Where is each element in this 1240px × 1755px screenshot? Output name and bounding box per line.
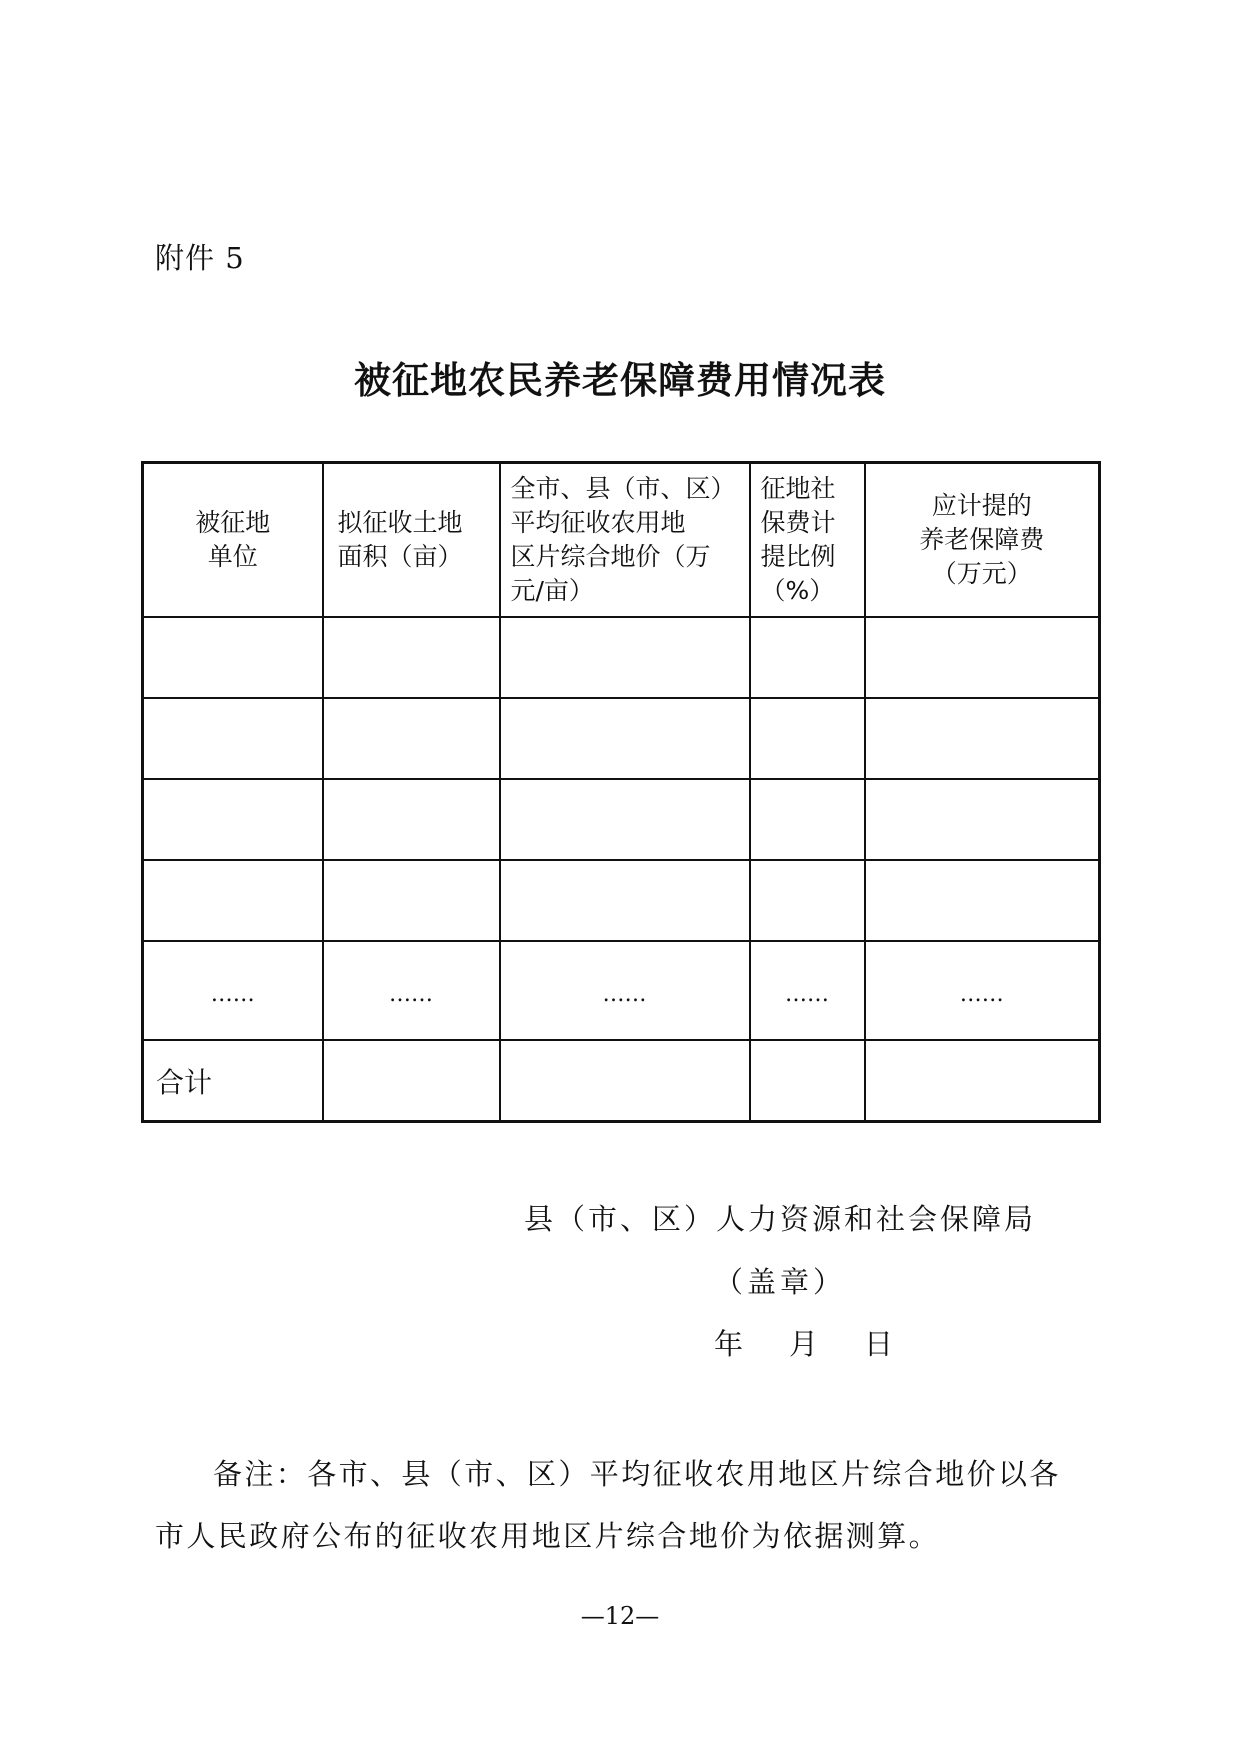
table-cell[interactable] bbox=[323, 860, 500, 941]
header-line: 拟征收土地 bbox=[337, 508, 463, 537]
table-cell[interactable] bbox=[865, 1040, 1100, 1122]
header-line: 应计提的 bbox=[931, 491, 1032, 520]
header-cell-fee bbox=[865, 463, 1100, 618]
header-line: 单位 bbox=[207, 542, 258, 571]
table-cell[interactable] bbox=[143, 698, 323, 779]
date-month: 月 bbox=[789, 1327, 821, 1361]
header-line: 区片综合地价（万 bbox=[510, 542, 711, 571]
table-cell[interactable] bbox=[500, 617, 750, 698]
signature-org: 县（市、区）人力资源和社会保障局 bbox=[524, 1202, 1037, 1236]
header-cell-ratio bbox=[750, 463, 865, 618]
table-cell[interactable] bbox=[750, 860, 865, 941]
header-line: 保费计 bbox=[760, 508, 836, 537]
table-row-total bbox=[143, 1040, 1100, 1122]
table-cell[interactable] bbox=[750, 617, 865, 698]
table-row bbox=[143, 779, 1100, 860]
table-cell[interactable] bbox=[500, 860, 750, 941]
page-title: 被征地农民养老保障费用情况表 bbox=[354, 359, 886, 402]
table-cell[interactable] bbox=[750, 779, 865, 860]
header-line: 平均征收农用地 bbox=[510, 508, 686, 537]
remark-note: 备注：各市、县（市、区）平均征收农用地区片综合地价以各市人民政府公布的征收农用地区片综合地价为依据测算。 bbox=[155, 1457, 1061, 1553]
header-cell-land-price bbox=[500, 463, 750, 618]
header-line: 元/亩） bbox=[510, 576, 594, 605]
table-cell[interactable] bbox=[323, 698, 500, 779]
table-cell[interactable] bbox=[865, 860, 1100, 941]
header-line: 征地社 bbox=[760, 474, 836, 503]
signature-date bbox=[714, 1322, 895, 1363]
date-year: 年 bbox=[714, 1327, 746, 1361]
date-day: 日 bbox=[864, 1327, 896, 1361]
expense-table bbox=[141, 461, 1101, 1123]
header-line: （%） bbox=[760, 576, 835, 605]
header-cell-area bbox=[323, 463, 500, 618]
table-cell[interactable] bbox=[143, 860, 323, 941]
signature-seal: （盖章） bbox=[714, 1265, 847, 1299]
table-cell[interactable] bbox=[750, 1040, 865, 1122]
ellipsis-cell: …… bbox=[143, 941, 323, 1040]
table-cell[interactable] bbox=[865, 617, 1100, 698]
table-cell[interactable] bbox=[323, 1040, 500, 1122]
table-cell[interactable] bbox=[500, 698, 750, 779]
table-cell[interactable] bbox=[865, 698, 1100, 779]
table-header-row bbox=[143, 463, 1100, 618]
header-line: 面积（亩） bbox=[337, 542, 463, 571]
table-row-ellipsis bbox=[143, 941, 1100, 1040]
ellipsis-cell: …… bbox=[750, 941, 865, 1040]
table-row bbox=[143, 698, 1100, 779]
table-cell[interactable] bbox=[500, 1040, 750, 1122]
table-row bbox=[143, 617, 1100, 698]
header-line: 提比例 bbox=[760, 542, 836, 571]
table-cell[interactable] bbox=[323, 617, 500, 698]
page-number: —12— bbox=[580, 1602, 660, 1630]
header-line: 被征地 bbox=[195, 508, 271, 537]
ellipsis-cell: …… bbox=[323, 941, 500, 1040]
table-cell[interactable] bbox=[323, 779, 500, 860]
ellipsis-cell: …… bbox=[500, 941, 750, 1040]
header-line: （万元） bbox=[931, 559, 1032, 588]
table-cell[interactable] bbox=[500, 779, 750, 860]
ellipsis-cell: …… bbox=[865, 941, 1100, 1040]
header-line: 养老保障费 bbox=[919, 525, 1045, 554]
table-row bbox=[143, 860, 1100, 941]
table-cell[interactable] bbox=[143, 617, 323, 698]
table-cell[interactable] bbox=[143, 779, 323, 860]
table-cell[interactable] bbox=[750, 698, 865, 779]
attachment-label: 附件 5 bbox=[155, 241, 245, 275]
table-cell[interactable] bbox=[865, 779, 1100, 860]
header-cell-unit bbox=[143, 463, 323, 618]
total-label: 合计 bbox=[143, 1040, 323, 1122]
header-line: 全市、县（市、区） bbox=[510, 474, 736, 503]
